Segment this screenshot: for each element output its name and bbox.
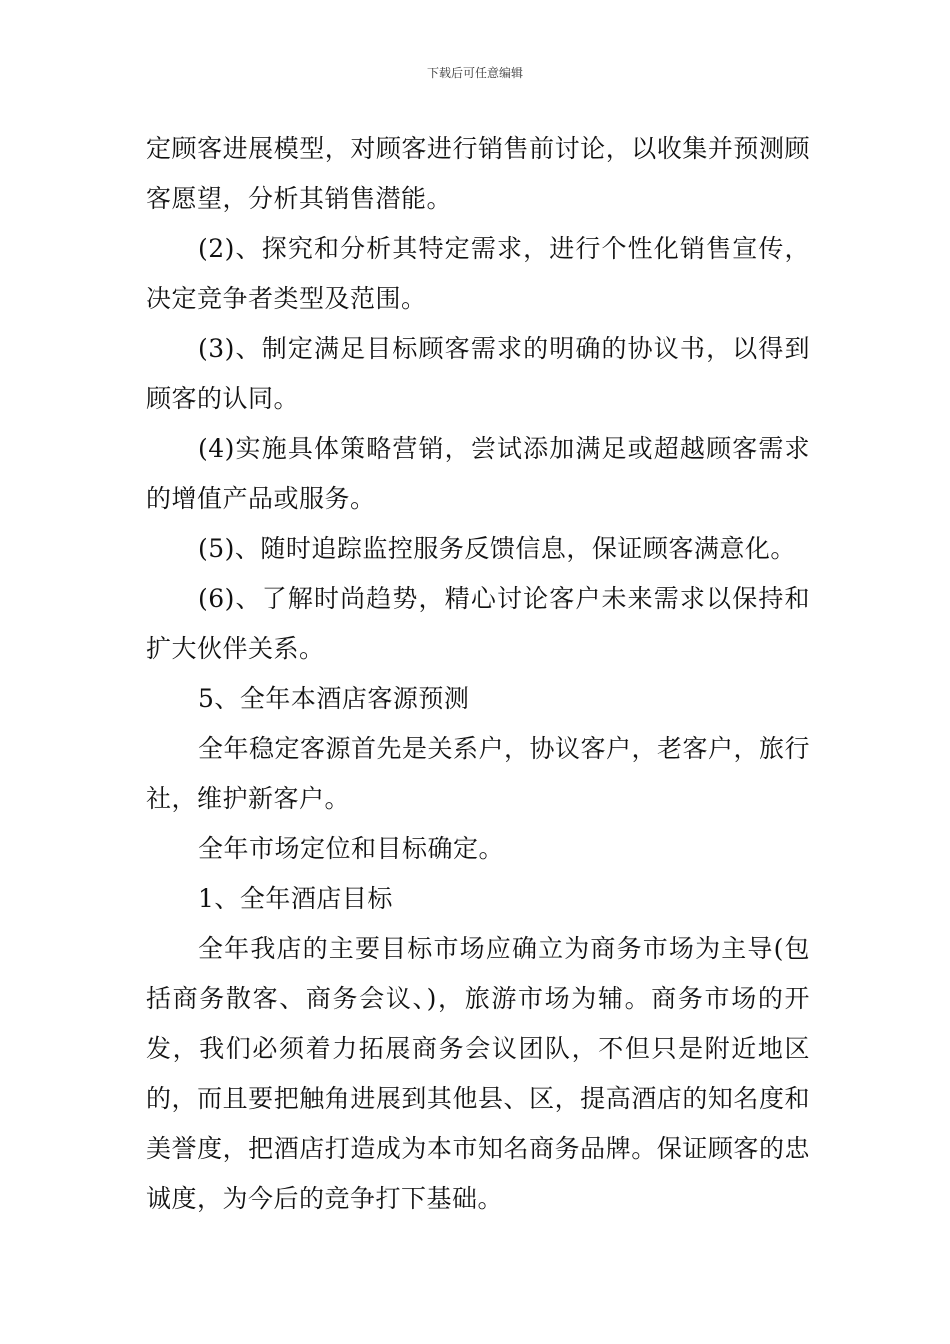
paragraph: 全年市场定位和目标确定。 (198, 834, 505, 863)
paragraph: (5)、随时追踪监控服务反馈信息，保证顾客满意化。 (198, 534, 796, 563)
paragraph: (2)、探究和分析其特定需求，进行个性化销售宣传，决定竞争者类型及范围。 (146, 234, 810, 313)
page-header-note: 下载后可任意编辑 (426, 66, 523, 80)
paragraph: 定顾客进展模型，对顾客进行销售前讨论，以收集并预测顾客愿望，分析其销售潜能。 (146, 134, 810, 213)
section-heading: 1、全年酒店目标 (198, 884, 393, 913)
paragraph: 全年我店的主要目标市场应确立为商务市场为主导(包括商务散客、商务会议、)，旅游市场为辅。商务市场的开发，我们必须着力拓展商务会议团队，不但只是附近地区的，而且要把触角进展到其他县、区，提高酒店的知名度和美誉度，把酒店打造成为本市知名商务品牌。保证顾客的忠诚度，为今后的竞争打下基础。 (146, 934, 810, 1213)
paragraph: (6)、了解时尚趋势，精心讨论客户未来需求以保持和扩大伙伴关系。 (146, 584, 810, 663)
paragraph: (4)实施具体策略营销，尝试添加满足或超越顾客需求的增值产品或服务。 (146, 434, 810, 513)
paragraph: 全年稳定客源首先是关系户，协议客户，老客户，旅行社，维护新客户。 (146, 734, 811, 813)
paragraph: (3)、制定满足目标顾客需求的明确的协议书，以得到顾客的认同。 (146, 334, 810, 413)
section-heading: 5、全年本酒店客源预测 (198, 684, 470, 713)
document-body (146, 124, 810, 1224)
